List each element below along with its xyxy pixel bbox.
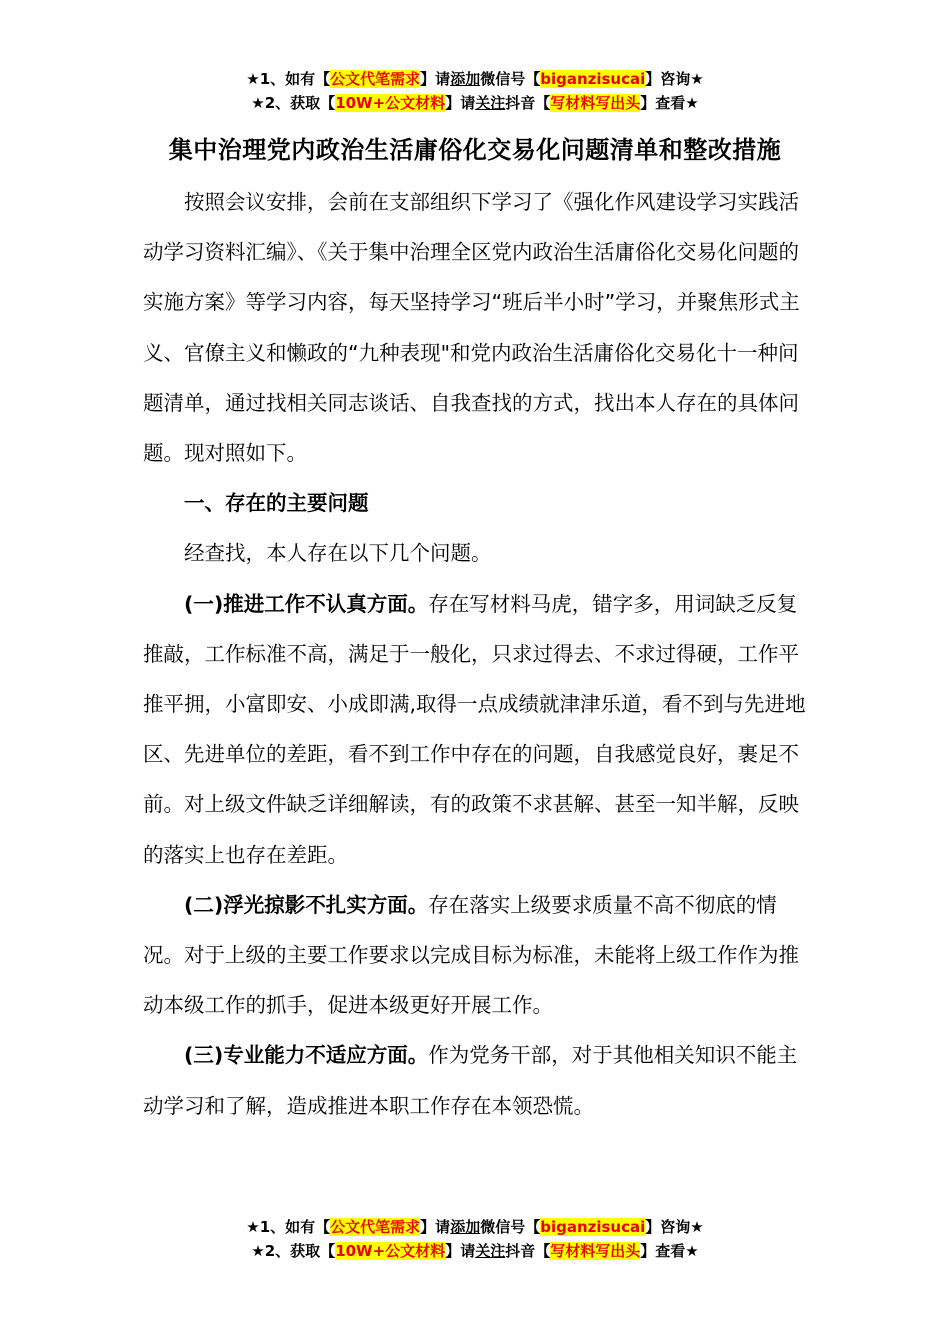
promo-underline: 关注 [475,1242,506,1260]
promo-text: ★1、如有【 [246,70,331,88]
document-body [143,177,807,1131]
promo-douyin-account: 写材料写出头 [550,94,641,112]
intro-paragraph: 按照会议安排，会前在支部组织下学习了《强化作风建设学习实践活动学习资料汇编》、《关于集中治理全区党内政治生活庸俗化交易化问题的实施方案》等学习内容，每天坚持学习“班后半小时”学习，并聚焦形式主义、官僚主义和懒政的“九种表现"和党内政治生活庸俗化交易化十一种问题清单，通过找相关同志谈话、自我查找的方式，找出本人存在的具体问题。现对照如下。 [143,190,800,466]
promo-line-1 [0,1215,950,1239]
issue-paragraph-2 [143,880,807,1031]
promo-wechat-id: biganzisucai [540,70,646,88]
promo-text: 】咨询★ [645,1218,704,1236]
promo-wechat-id: biganzisucai [540,1218,646,1236]
promo-highlight: 10W+公文材料 [335,94,446,112]
section-lead: 经查找，本人存在以下几个问题。 [184,541,492,566]
promo-line-2 [0,91,950,115]
promo-text: 抖音【 [505,1242,551,1260]
promo-text: 】请 [445,1242,476,1260]
promo-highlight: 公文代笔需求 [330,70,421,88]
issue-text: 作为党务干部，对于其他相关知识不能主动学习和了解，造成推进本职工作存在本领恐慌。 [143,1043,798,1118]
issue-text: 存在写材料马虎，错字多，用词缺乏反复推敲，工作标准不高，满足于一般化，只求过得去、不求过得硬，工作平推平拥，小富即安、小成即满,取得一点成绩就津津乐道，看不到与先进地区、先进单位的差距，看不到工作中存在的问题，自我感觉良好，裹足不前。对上级文件缺乏详细解读，有的政策不求甚解、甚至一知半解，反映的落实上也存在差距。 [143,591,806,867]
promo-line-1 [0,67,950,91]
promo-text: ★2、获取【 [251,1242,336,1260]
promo-banner-bottom [0,1215,950,1263]
promo-text: ★2、获取【 [251,94,336,112]
promo-text: 】查看★ [640,1242,699,1260]
document-title: 集中治理党内政治生活庸俗化交易化问题清单和整改措施 [168,136,782,164]
promo-underline: 添加 [450,1218,481,1236]
promo-underline: 添加 [450,70,481,88]
promo-line-2 [0,1239,950,1263]
promo-text: 】请 [420,1218,451,1236]
promo-text: 抖音【 [505,94,551,112]
issue-text: 存在落实上级要求质量不高不彻底的情况。对于上级的主要工作要求以完成目标为标准，未能将上级工作作为推动本级工作的抓手，促进本级更好开展工作。 [143,892,799,1018]
promo-text: 】请 [445,94,476,112]
promo-douyin-account: 写材料写出头 [550,1242,641,1260]
promo-underline: 关注 [475,94,506,112]
promo-text: 微信号【 [480,70,541,88]
issue-paragraph-3 [143,1030,807,1130]
issue-label: (三)专业能力不适应方面。 [184,1043,429,1068]
section-heading: 一、存在的主要问题 [184,491,369,516]
promo-text: 】查看★ [640,94,699,112]
promo-highlight: 10W+公文材料 [335,1242,446,1260]
promo-text: 】请 [420,70,451,88]
issue-label: (二)浮光掠影不扎实方面。 [184,892,429,917]
promo-banner-top [0,67,950,115]
issue-label: (一)推进工作不认真方面。 [184,591,429,616]
promo-text: 微信号【 [480,1218,541,1236]
promo-text: ★1、如有【 [246,1218,331,1236]
promo-highlight: 公文代笔需求 [330,1218,421,1236]
promo-text: 】咨询★ [645,70,704,88]
issue-paragraph-1 [143,579,807,880]
